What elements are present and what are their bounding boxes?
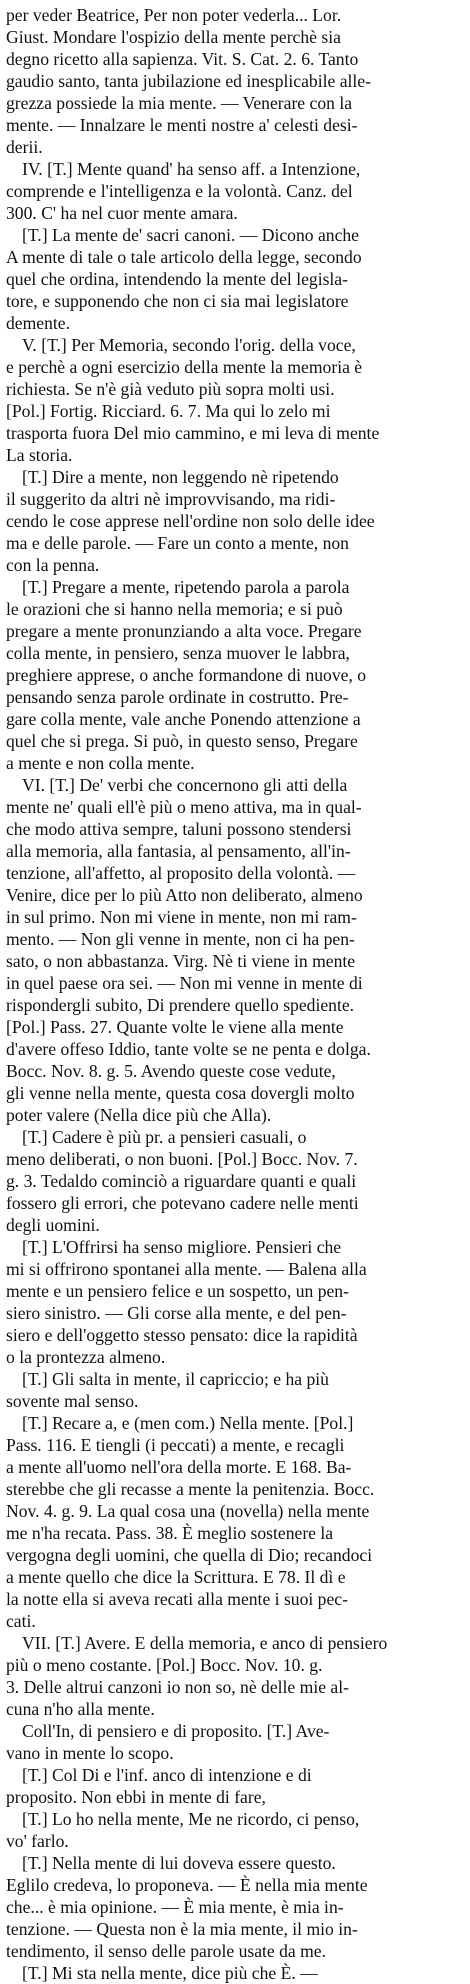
text-line: [T.] Dire a mente, non leggendo nè ripetendo bbox=[22, 467, 339, 487]
text-line: meno deliberati, o non buoni. [Pol.] Bocc. Nov. 7. bbox=[6, 1149, 358, 1169]
text-line: rispondergli subito, Di prendere quello spediente. bbox=[6, 995, 355, 1015]
text-line: cati. bbox=[6, 1611, 36, 1631]
text-line: gli venne nella mente, questa cosa dovergli molto bbox=[6, 1083, 355, 1103]
text-line: poter valere (Nella dice più che Alla). bbox=[6, 1105, 272, 1125]
text-line: Venire, dice per lo più Atto non deliberato, almeno bbox=[6, 885, 363, 905]
text-line: vo' farlo. bbox=[6, 1831, 69, 1851]
text-line: cendo le cose apprese nell'ordine non solo delle idee bbox=[6, 511, 375, 531]
text-line: quel che si prega. Si può, in questo senso, Pregare bbox=[6, 731, 358, 751]
text-line: [T.] La mente de' sacri canoni. — Dicono anche bbox=[22, 225, 359, 245]
text-line: richiesta. Se n'è già veduto più sopra molti usi. bbox=[6, 379, 335, 399]
text-line: A mente di tale o tale articolo della legge, secondo bbox=[6, 247, 362, 267]
text-line: in quel paese ora sei. — Non mi venne in mente di bbox=[6, 973, 363, 993]
text-line: Giust. Mondare l'ospizio della mente perchè sia bbox=[6, 27, 341, 47]
text-line: [Pol.] Pass. 27. Quante volte le viene alla mente bbox=[6, 1017, 344, 1037]
text-line: trasporta fuora Del mio cammino, e mi leva di mente bbox=[6, 423, 380, 443]
text-line: cuna n'ho alla mente. bbox=[6, 1699, 155, 1719]
text-line: [T.] Pregare a mente, ripetendo parola a parola bbox=[22, 577, 350, 597]
text-line: o la prontezza almeno. bbox=[6, 1347, 166, 1367]
text-line: alla memoria, alla fantasia, al pensamento, all'in- bbox=[6, 841, 351, 861]
text-line: ma e delle parole. — Fare un conto a mente, non bbox=[6, 533, 349, 553]
text-line: Pass. 116. E tiengli (i peccati) a mente, e recagli bbox=[6, 1435, 345, 1455]
text-line: [T.] Recare a, e (men com.) Nella mente. [Pol.] bbox=[22, 1413, 354, 1433]
text-line: degno ricetto alla sapienza. Vit. S. Cat. 2. 6. Tanto bbox=[6, 49, 359, 69]
text-line: tenzione. — Questa non è la mia mente, il mio in- bbox=[6, 1919, 358, 1939]
text-line: VI. [T.] De' verbi che concernono gli atti della bbox=[22, 775, 348, 795]
text-line: siero sinistro. — Gli corse alla mente, e del pen- bbox=[6, 1303, 347, 1323]
text-line: mente. — Innalzare le menti nostre a' celesti desi- bbox=[6, 115, 358, 135]
text-line: demente. bbox=[6, 313, 70, 333]
text-line: in sul primo. Non mi viene in mente, non mi ram- bbox=[6, 907, 357, 927]
text-line: a mente e non colla mente. bbox=[6, 753, 195, 773]
text-line: proposito. Non ebbi in mente di fare, bbox=[6, 1787, 266, 1807]
text-line: derii. bbox=[6, 137, 43, 157]
text-line: per veder Beatrice, Per non poter vederla... Lor. bbox=[6, 5, 342, 25]
text-line: vergogna degli uomini, che quella di Dio; recandoci bbox=[6, 1545, 373, 1565]
text-line: quel che ordina, intendendo la mente del legisla- bbox=[6, 269, 348, 289]
text-line: che modo attiva sempre, taluni possono stendersi bbox=[6, 819, 352, 839]
text-line: Coll'In, di pensiero e di proposito. [T.] Ave- bbox=[22, 1721, 330, 1741]
text-line: la notte ella si aveva recati alla mente i suoi pec- bbox=[6, 1589, 348, 1609]
text-line: preghiere apprese, o anche formandone di nuove, o bbox=[6, 665, 367, 685]
text-line: La storia. bbox=[6, 445, 73, 465]
text-line: le orazioni che si hanno nella memoria; e si può bbox=[6, 599, 343, 619]
text-line: tenzione, all'affetto, al proposito della volontà. — bbox=[6, 863, 356, 883]
text-line: VII. [T.] Avere. E della memoria, e anco di pensiero bbox=[22, 1633, 388, 1653]
text-line: mente ne' quali ell'è più o meno attiva, ma in qual- bbox=[6, 797, 362, 817]
text-line: pensando senza parole ordinate in costrutto. Pre- bbox=[6, 687, 349, 707]
text-line: Bocc. Nov. 8. g. 5. Avendo queste cose vedute, bbox=[6, 1061, 336, 1081]
text-line: sovente mal senso. bbox=[6, 1391, 139, 1411]
text-line: grezza possiede la mia mente. — Venerare con la bbox=[6, 93, 353, 113]
text-line: 3. Delle altrui canzoni io non so, nè delle mie al- bbox=[6, 1677, 349, 1697]
text-line: a mente quello che dice la Scrittura. E 78. Il dì e bbox=[6, 1567, 346, 1587]
text-line: sterebbe che gli recasse a mente la penitenzia. Bocc. bbox=[6, 1479, 375, 1499]
text-line: V. [T.] Per Memoria, secondo l'orig. della voce, bbox=[22, 335, 356, 355]
text-line: tendimento, il senso delle parole usate da me. bbox=[6, 1941, 327, 1961]
text-line: [T.] Gli salta in mente, il capriccio; e ha più bbox=[22, 1369, 329, 1389]
text-line: [T.] Nella mente di lui doveva essere questo. bbox=[22, 1853, 336, 1873]
text-line: 300. C' ha nel cuor mente amara. bbox=[6, 203, 238, 223]
text-line: pregare a mente pronunziando a alta voce. Pregare bbox=[6, 621, 362, 641]
text-line: vano in mente lo scopo. bbox=[6, 1743, 174, 1763]
text-line: gare colla mente, vale anche Ponendo attenzione a bbox=[6, 709, 361, 729]
text-line: a mente all'uomo nell'ora della morte. E 168. Ba- bbox=[6, 1457, 352, 1477]
text-line: fossero gli errori, che potevano cadere nelle menti bbox=[6, 1193, 359, 1213]
text-line: degli uomini. bbox=[6, 1215, 100, 1235]
text-line: il suggerito da altri nè improvvisando, ma ridi- bbox=[6, 489, 336, 509]
text-line: gaudio santo, tanta jubilazione ed inesplicabile alle- bbox=[6, 71, 371, 91]
text-line: mi si offrirono spontanei alla mente. — Balena alla bbox=[6, 1259, 367, 1279]
text-line: [T.] L'Offrirsi ha senso migliore. Pensieri che bbox=[22, 1237, 342, 1257]
text-line: IV. [T.] Mente quand' ha senso aff. a Intenzione, bbox=[22, 159, 361, 179]
text-line: me n'ha recata. Pass. 38. È meglio sostenere la bbox=[6, 1523, 334, 1543]
text-line: comprende e l'intelligenza e la volontà. Canz. del bbox=[6, 181, 353, 201]
text-line: [T.] Col Di e l'inf. anco di intenzione e di bbox=[22, 1765, 312, 1785]
text-line: [T.] Mi sta nella mente, dice più che È. — bbox=[22, 1963, 318, 1983]
text-line: e perchè a ogni esercizio della mente la memoria è bbox=[6, 357, 363, 377]
text-line: con la penna. bbox=[6, 555, 100, 575]
text-line: Eglilo credeva, lo proponeva. — È nella mia mente bbox=[6, 1875, 368, 1895]
text-line: g. 3. Tedaldo cominciò a riguardare quanti e quali bbox=[6, 1171, 357, 1191]
text-line: [T.] Lo ho nella mente, Me ne ricordo, ci penso, bbox=[22, 1809, 360, 1829]
text-line: Nov. 4. g. 9. La qual cosa una (novella) nella mente bbox=[6, 1501, 370, 1521]
text-line: [Pol.] Fortig. Ricciard. 6. 7. Ma qui lo zelo mi bbox=[6, 401, 331, 421]
text-line: più o meno costante. [Pol.] Bocc. Nov. 10. g. bbox=[6, 1655, 323, 1675]
text-line: mento. — Non gli venne in mente, non ci ha pen- bbox=[6, 929, 355, 949]
text-line: [T.] Cadere è più pr. a pensieri casuali, o bbox=[22, 1127, 307, 1147]
text-line: colla mente, in pensiero, senza muover le labbra, bbox=[6, 643, 350, 663]
text-line: sato, o non abbastanza. Virg. Nè ti viene in mente bbox=[6, 951, 356, 971]
text-line: mente e un pensiero felice e un sospetto, un pen- bbox=[6, 1281, 349, 1301]
text-line: d'avere offeso Iddio, tante volte se ne penta e dolga. bbox=[6, 1039, 371, 1059]
text-line: che... è mia opinione. — È mia mente, è mia in- bbox=[6, 1897, 344, 1917]
text-line: siero e dell'oggetto stesso pensato: dice la rapidità bbox=[6, 1325, 358, 1345]
text-line: tore, e supponendo che non ci sia mai legislatore bbox=[6, 291, 349, 311]
